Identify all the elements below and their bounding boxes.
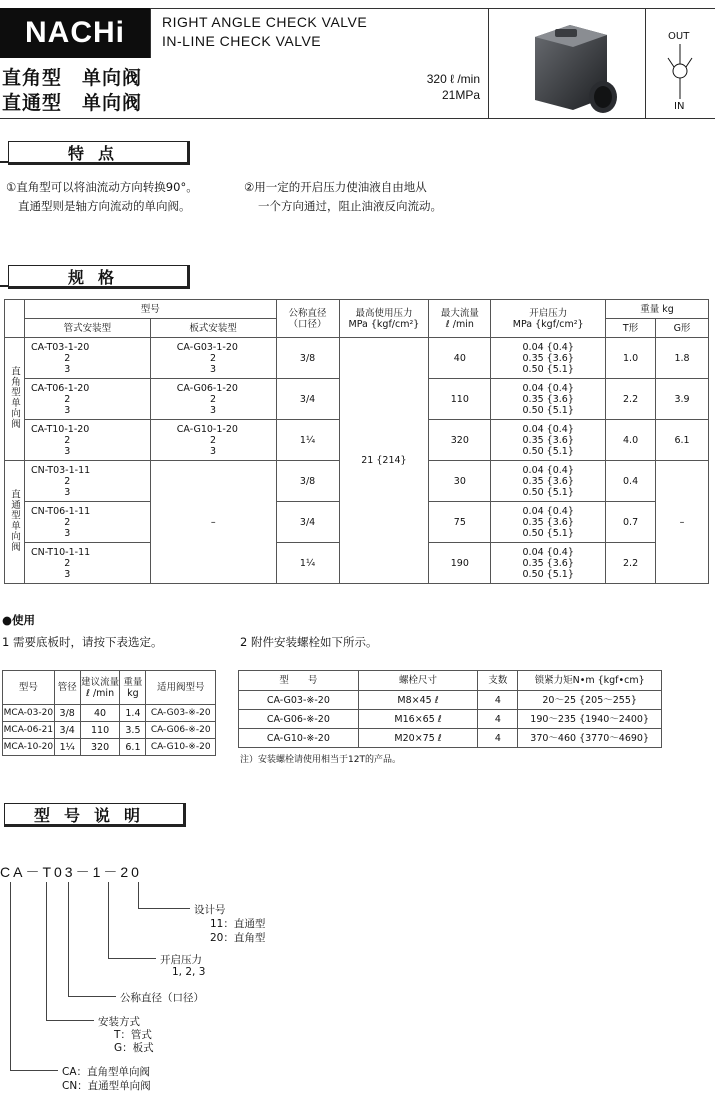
- h-weight-g: G形: [656, 319, 709, 338]
- table-row: 直通型单向阀 CN-T03-1-11 2 3 – 3/8 30 0.04 {0.4} 0.35 {3.6} 0.50 {5.1} 0.4 –: [5, 461, 709, 502]
- table-row: MCA-03-20 3/8 40 1.4 CA-G03-※-20: [3, 705, 216, 722]
- usage-note-2: 2 附件安装螺栓如下所示。: [240, 635, 378, 649]
- bolt-table: 型 号 螺栓尺寸 支数 锁紧力矩N•m {kgf•cm} CA-G03-※-20 M8×45 ℓ 4 20～25 {205～255} CA-G06-※-20 M16×65 ℓ 4 190～235 {1940～2400} CA-G10-※-20 M20×75 ℓ 4 370～460 {3770～4690}: [238, 670, 662, 748]
- table-row: CN-T06-1-11 2 3 3/4 75 0.04 {0.4} 0.35 {3.6} 0.50 {5.1} 0.7: [5, 502, 709, 543]
- label-crack: 开启压力: [160, 954, 202, 966]
- spec-table: [4, 299, 709, 584]
- h-weight: 重量 kg: [606, 300, 709, 319]
- table-row: CA-G06-※-20 M16×65 ℓ 4 190～235 {1940～2400}: [239, 710, 662, 729]
- symbol-out-label: OUT: [668, 31, 690, 42]
- h-size: 公称直径 （口径）: [276, 300, 339, 338]
- h-model: 型号: [24, 300, 276, 319]
- label-mount-t: T：管式: [114, 1029, 152, 1041]
- model-code: CA－T03－1－20: [0, 864, 142, 880]
- title-en-in-line: IN-LINE CHECK VALVE: [162, 33, 322, 49]
- feature-2-line-2: 一个方向通过，阻止油液反向流动。: [258, 199, 442, 213]
- header-bottom-rule: [0, 118, 715, 119]
- check-valve-symbol-icon: [660, 44, 700, 99]
- title-en-right-angle: RIGHT ANGLE CHECK VALVE: [162, 14, 368, 30]
- group-in-line: 直通型单向阀: [5, 461, 25, 584]
- label-ca: CA：直角型单向阀: [62, 1066, 151, 1078]
- max-pressure-spec: 21MPa: [441, 88, 480, 102]
- label-design-11: 11：直通型: [210, 918, 266, 930]
- label-crack-values: 1, 2, 3: [172, 966, 206, 978]
- max-pressure-cell: 21 {214}: [339, 338, 429, 584]
- label-cn: CN：直通型单向阀: [62, 1080, 151, 1092]
- header-divider: [488, 8, 489, 118]
- base-plate-table: 型号 管径 建议流量 ℓ /min 重量 kg 适用阀型号 MCA-03-20 3/8 40 1.4 CA-G03-※-20 MCA-06-21 3/4 110 3.5 CA-G06-※-20 MCA-10-20 1¼ 320 6.1 CA-G10-※-20: [2, 670, 216, 756]
- h-plate: 板式安装型: [150, 319, 276, 338]
- table-row: CA-T10-1-20 2 3 CA-G10-1-20 2 3 1¼ 320 0.04 {0.4} 0.35 {3.6} 0.50 {5.1} 4.0 6.1: [5, 420, 709, 461]
- table-row: CA-G10-※-20 M20×75 ℓ 4 370～460 {3770～4690}: [239, 729, 662, 748]
- leader-line: [108, 882, 109, 958]
- label-design-20: 20：直角型: [210, 932, 266, 944]
- header-divider: [645, 8, 646, 118]
- label-mount-g: G：板式: [114, 1042, 154, 1054]
- symbol-in-label: IN: [674, 101, 685, 112]
- h-weight-t: T形: [606, 319, 656, 338]
- label-mount: 安装方式: [98, 1016, 140, 1028]
- table-row: CN-T10-1-11 2 3 1¼ 190 0.04 {0.4} 0.35 {3.6} 0.50 {5.1} 2.2: [5, 543, 709, 584]
- group-right-angle: 直角型单向阀: [5, 338, 25, 461]
- table-row: MCA-06-21 3/4 110 3.5 CA-G06-※-20: [3, 722, 216, 739]
- h-flow: 最大流量 ℓ /min: [429, 300, 491, 338]
- feature-1-line-1: ①直角型可以将油流动方向转换90°。: [6, 180, 198, 194]
- h-crack: 开启压力 MPa {kgf/cm²}: [491, 300, 606, 338]
- title-cn-in-line: 直通型 单向阀: [2, 92, 143, 114]
- leader-line: [68, 882, 69, 996]
- table-row: CA-G03-※-20 M8×45 ℓ 4 20～25 {205～255}: [239, 691, 662, 710]
- features-heading: 特点: [8, 141, 190, 165]
- header-divider: [150, 8, 151, 58]
- label-design: 设计号: [194, 904, 226, 916]
- header-top-rule: [150, 8, 715, 9]
- usage-note-1: 1 需要底板时，请按下表选定。: [2, 635, 163, 649]
- features-rule: [0, 161, 8, 163]
- usage-heading: ●使用: [2, 613, 36, 627]
- leader-line: [46, 1020, 94, 1021]
- h-pressure: 最高使用压力 MPa {kgf/cm²}: [339, 300, 429, 338]
- bolt-footnote: 注）安装螺栓请使用相当于12T的产品。: [240, 755, 401, 765]
- leader-line: [138, 882, 139, 908]
- valve-product-icon: [515, 15, 630, 115]
- title-cn-right-angle: 直角型 单向阀: [2, 67, 143, 89]
- nachi-logo: NACHi: [0, 8, 150, 58]
- max-flow-spec: 320 ℓ /min: [426, 72, 480, 86]
- table-row: CA-T06-1-20 2 3 CA-G06-1-20 2 3 3/4 110 0.04 {0.4} 0.35 {3.6} 0.50 {5.1} 2.2 3.9: [5, 379, 709, 420]
- leader-line: [108, 958, 156, 959]
- feature-2-line-1: ②用一定的开启压力使油液自由地从: [244, 180, 427, 194]
- feature-1-line-2: 直通型则是轴方向流动的单向阀。: [18, 199, 191, 213]
- leader-line: [10, 1070, 58, 1071]
- h-pipe: 管式安装型: [24, 319, 150, 338]
- weight-g-dash: –: [656, 461, 709, 584]
- label-size: 公称直径（口径）: [120, 992, 204, 1004]
- plate-dash: –: [150, 461, 276, 584]
- table-row: 直角型单向阀 CA-T03-1-20 2 3 CA-G03-1-20 2 3 3/8 21 {214} 40 0.04 {0.4} 0.35 {3.6} 0.50 {5.1} 1.0 1.8: [5, 338, 709, 379]
- leader-line: [138, 908, 190, 909]
- spec-rule: [0, 285, 8, 287]
- table-row: MCA-10-20 1¼ 320 6.1 CA-G10-※-20: [3, 739, 216, 756]
- model-code-heading: 型号说明: [4, 803, 186, 827]
- leader-line: [68, 996, 116, 997]
- spec-heading: 规格: [8, 265, 190, 289]
- leader-line: [10, 882, 11, 1070]
- leader-line: [46, 882, 47, 1020]
